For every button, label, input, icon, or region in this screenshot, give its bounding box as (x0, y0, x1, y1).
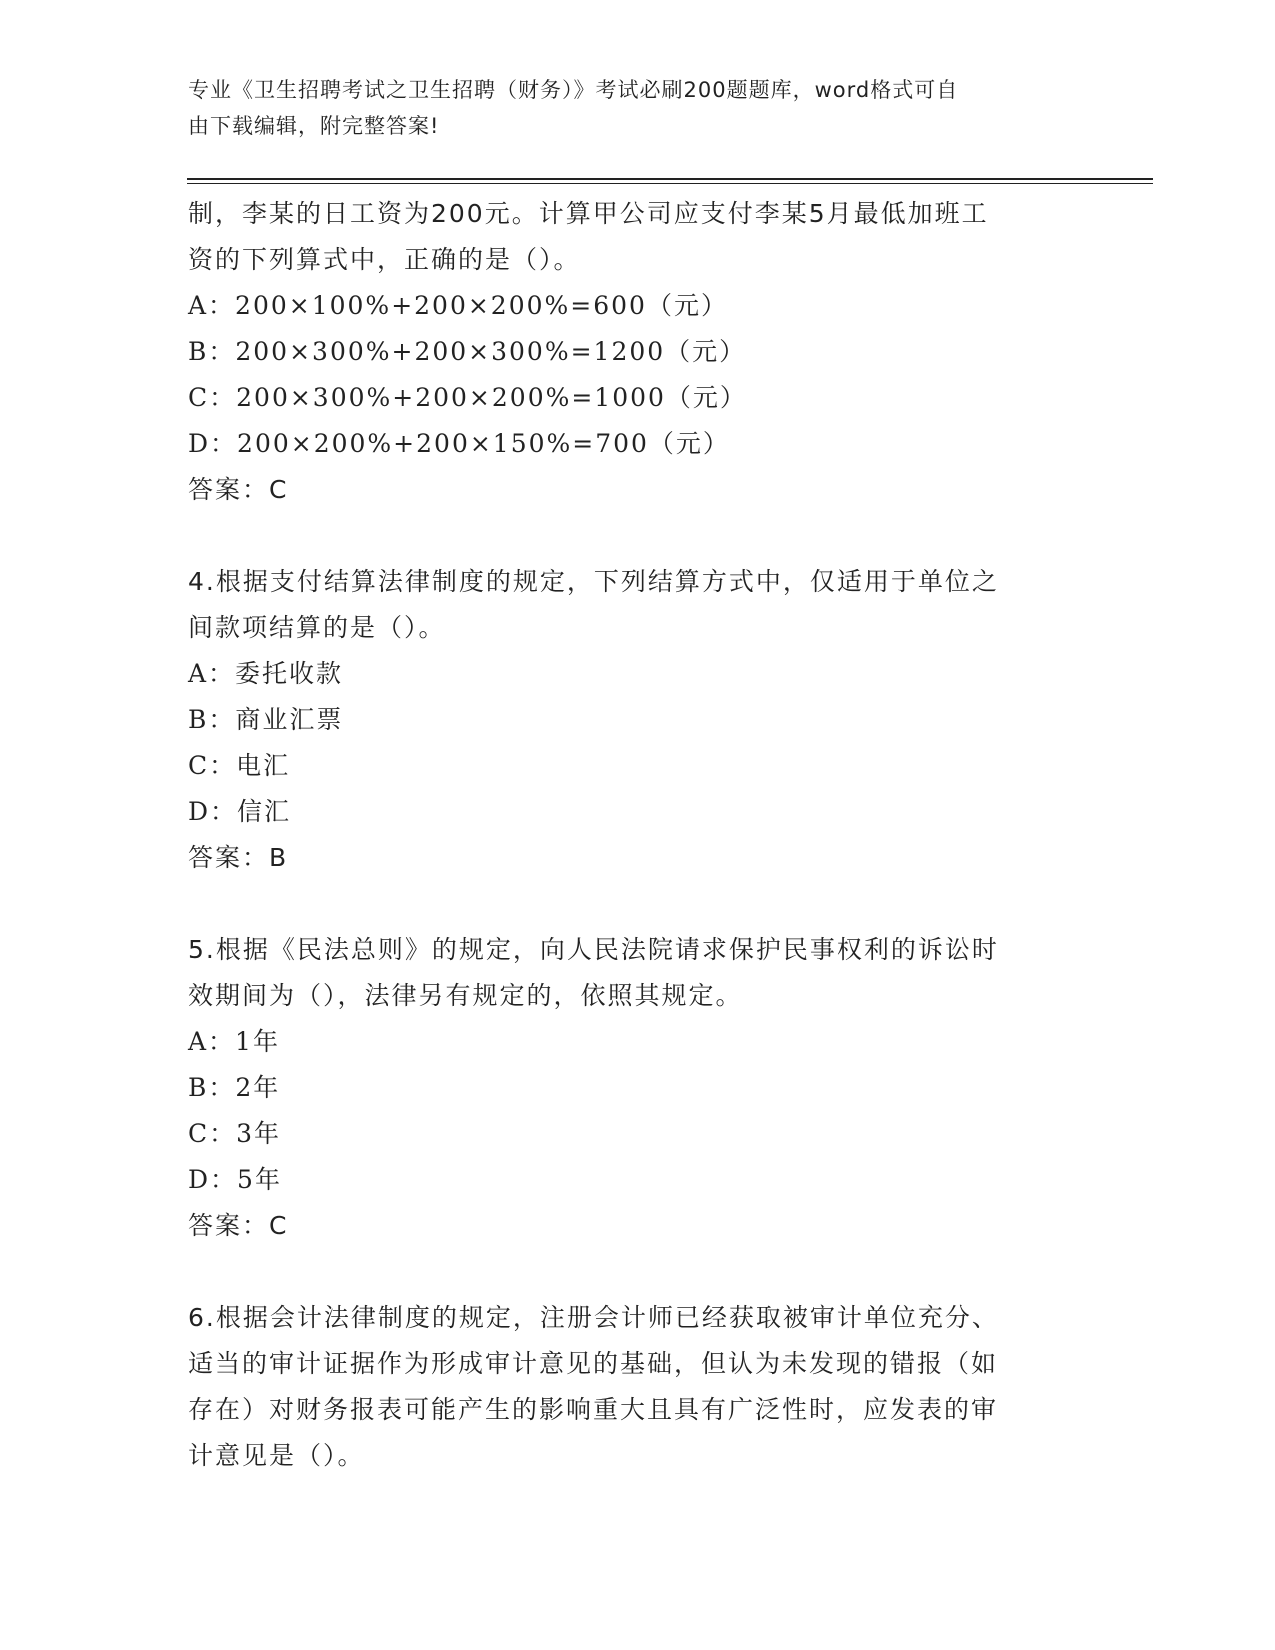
option-a: A：1年 (188, 1027, 280, 1056)
question-stem-line: 资的下列算式中，正确的是（）。 (188, 245, 581, 274)
option-b: B：2年 (188, 1073, 281, 1102)
question-stem-line: 6.根据会计法律制度的规定，注册会计师已经获取被审计单位充分、 (188, 1303, 999, 1332)
option-b: B：200×300%+200×300%=1200（元） (188, 337, 747, 366)
question-stem-line: 4.根据支付结算法律制度的规定，下列结算方式中，仅适用于单位之 (188, 567, 999, 596)
option-b: B：商业汇票 (188, 705, 344, 734)
option-c: C：3年 (188, 1119, 282, 1148)
question-3 (188, 191, 1068, 513)
header-line-1: 专业《卫生招聘考试之卫生招聘（财务）》考试必刷200题题库，word格式可自 (188, 78, 959, 102)
spacer (188, 881, 1068, 927)
option-d: D：5年 (188, 1165, 282, 1194)
question-stem-line: 间款项结算的是（）。 (188, 613, 446, 642)
question-stem-line: 存在）对财务报表可能产生的影响重大且具有广泛性时，应发表的审 (188, 1395, 999, 1424)
answer: 答案：C (188, 1211, 289, 1240)
document-header (188, 72, 1068, 144)
option-d: D：信汇 (188, 797, 292, 826)
question-stem-line: 计意见是（）。 (188, 1441, 365, 1470)
question-stem-line: 5.根据《民法总则》的规定，向人民法院请求保护民事权利的诉讼时 (188, 935, 999, 964)
question-4 (188, 559, 1068, 881)
answer: 答案：B (188, 843, 289, 872)
option-a: A：200×100%+200×200%=600（元） (188, 291, 728, 320)
question-6 (188, 1295, 1068, 1479)
option-d: D：200×200%+200×150%=700（元） (188, 429, 730, 458)
question-stem-line: 效期间为（），法律另有规定的，依照其规定。 (188, 981, 743, 1010)
header-line-2: 由下载编辑，附完整答案! (188, 114, 440, 138)
spacer (188, 513, 1068, 559)
option-c: C：电汇 (188, 751, 291, 780)
question-5 (188, 927, 1068, 1249)
answer: 答案：C (188, 475, 289, 504)
question-stem-line: 制，李某的日工资为200元。计算甲公司应支付李某5月最低加班工 (188, 199, 989, 228)
question-stem-line: 适当的审计证据作为形成审计意见的基础，但认为未发现的错报（如 (188, 1349, 999, 1378)
spacer (188, 1249, 1068, 1295)
question-list (188, 191, 1068, 1479)
header-divider-thick (187, 178, 1153, 180)
option-a: A：委托收款 (188, 659, 344, 688)
header-divider-thin (187, 183, 1153, 184)
option-c: C：200×300%+200×200%=1000（元） (188, 383, 747, 412)
